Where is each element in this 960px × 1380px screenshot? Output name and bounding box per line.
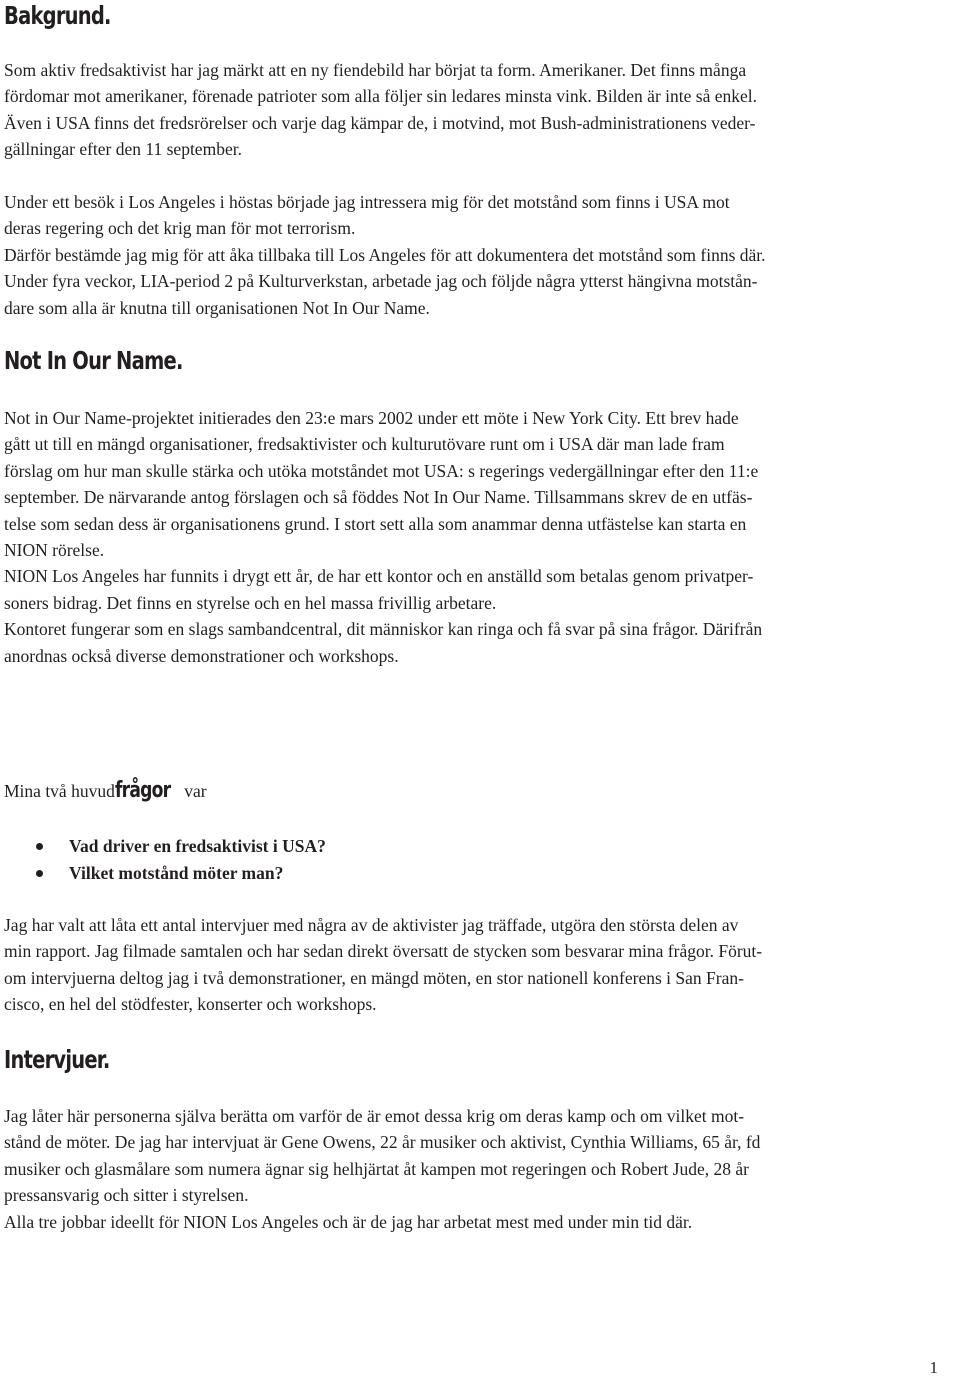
heading-not-in-our-name: Not In Our Name. bbox=[4, 346, 183, 375]
list-item bbox=[36, 860, 326, 887]
heading-bakgrund: Bakgrund. bbox=[4, 1, 111, 30]
text-line: NION Los Angeles har funnits i drygt ett år, de har ett kontor och en anställd som betalas genom privatper- bbox=[4, 566, 754, 587]
questions-intro-suffix: var bbox=[179, 781, 207, 801]
paragraph-method bbox=[4, 912, 958, 1018]
text-line: Därför bestämde jag mig för att åka tillbaka till Los Angeles för att dokumentera det motstånd som finns där. bbox=[4, 244, 766, 265]
paragraph-los-angeles bbox=[4, 189, 958, 321]
questions-intro-text: Mina två huvud bbox=[4, 781, 115, 801]
text-line: pressansvarig och sitter i styrelsen. bbox=[4, 1185, 249, 1206]
text-line: cisco, en hel del stödfester, konserter och workshops. bbox=[4, 994, 377, 1015]
paragraph-intro bbox=[4, 57, 958, 163]
questions-intro-emphasis: frågor bbox=[114, 778, 171, 803]
questions-intro bbox=[4, 778, 958, 804]
paragraph-interviews bbox=[4, 1103, 958, 1235]
list-item-text: Vad driver en fredsaktivist i USA? bbox=[69, 836, 326, 856]
text-line: dare som alla är knutna till organisationen Not In Our Name. bbox=[4, 297, 430, 318]
text-line: deras regering och det krig man för mot terrorism. bbox=[4, 218, 356, 239]
list-item-text: Vilket motstånd möter man? bbox=[69, 863, 284, 883]
text-line: gällningar efter den 11 september. bbox=[4, 139, 242, 160]
text-line: soners bidrag. Det finns en styrelse och en hel massa frivillig arbetare. bbox=[4, 592, 497, 613]
text-line: september. De närvarande antog förslagen och så föddes Not In Our Name. Tillsammans skrev de en utfäs- bbox=[4, 487, 753, 508]
text-line: Not in Our Name-projektet initierades den 23:e mars 2002 under ett möte i New York City. Ett brev hade bbox=[4, 408, 739, 428]
text-line: anordnas också diverse demonstrationer och workshops. bbox=[4, 645, 399, 666]
text-line: stånd de möter. De jag har intervjuat är Gene Owens, 22 år musiker och aktivist, Cynthia Williams, 65 år, fd bbox=[4, 1132, 761, 1153]
text-line: min rapport. Jag filmade samtalen och har sedan direkt översatt de stycken som besvarar mina frågor. Förut- bbox=[4, 941, 763, 962]
text-line: Som aktiv fredsaktivist har jag märkt att en ny fiendebild har börjat ta form. Amerikaner. Det finns många bbox=[4, 60, 747, 80]
text-line: fördomar mot amerikaner, förenade patrioter som alla följer sin ledares minsta vink. Bilden är inte så enkel. bbox=[4, 86, 757, 107]
bullet-icon bbox=[36, 843, 43, 850]
text-line: förslag om hur man skulle stärka och utöka motståndet mot USA: s regerings vedergällningar efter den 11:e bbox=[4, 460, 759, 481]
text-line: Alla tre jobbar ideellt för NION Los Angeles och är de jag har arbetat mest med under min tid där. bbox=[4, 1211, 693, 1232]
text-line: Under ett besök i Los Angeles i höstas började jag intressera mig för det motstånd som finns i USA mot bbox=[4, 192, 730, 212]
text-line: gått ut till en mängd organisationer, fredsaktivister och kulturutövare runt om i USA där man lade fram bbox=[4, 434, 725, 455]
text-line: Även i USA finns det fredsrörelser och varje dag kämpar de, i motvind, mot Bush-administrationens veder- bbox=[4, 112, 756, 133]
text-line: Jag låter här personerna själva berätta om varför de är emot dessa krig om deras kamp och om vilket mot- bbox=[4, 1106, 745, 1126]
text-line: Kontoret fungerar som en slags sambandcentral, dit människor kan ringa och få svar på sina frågor. Därifrån bbox=[4, 619, 763, 640]
bullet-icon bbox=[36, 870, 43, 877]
question-list bbox=[36, 833, 326, 887]
text-line: telse som sedan dess är organisationens grund. I stort sett alla som anammar denna utfästelse kan starta en bbox=[4, 513, 747, 534]
page-number: 1 bbox=[929, 1358, 938, 1377]
text-line: musiker och glasmålare som numera ägnar sig helhjärtat åt kampen mot regeringen och Robert Jude, 28 år bbox=[4, 1158, 749, 1179]
text-line: NION rörelse. bbox=[4, 540, 105, 561]
text-line: Jag har valt att låta ett antal intervjuer med några av de aktivister jag träffade, utgöra den största delen av bbox=[4, 915, 739, 935]
text-line: Under fyra veckor, LIA-period 2 på Kulturverkstan, arbetade jag och följde några ytterst hängivna motstån- bbox=[4, 271, 758, 292]
list-item bbox=[36, 833, 326, 860]
heading-intervjuer: Intervjuer. bbox=[4, 1045, 110, 1074]
paragraph-nion bbox=[4, 405, 958, 669]
text-line: om intervjuerna deltog jag i två demonstrationer, en mängd möten, en stor nationell konferens i San Fran- bbox=[4, 967, 744, 988]
